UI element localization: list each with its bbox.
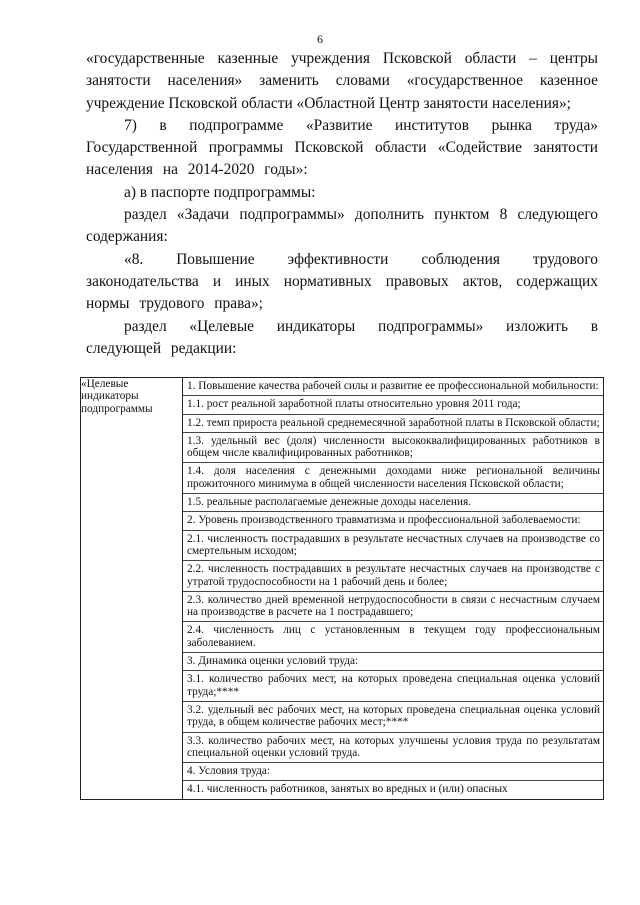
indicator-item: 1.4. доля населения с денежными доходами ниже региональной величины прожиточного минимума в общей численности населения Псковской области; bbox=[183, 463, 603, 494]
document-body bbox=[86, 48, 598, 360]
indicator-item: 1.3. удельный вес (доля) численности высококвалифицированных работников в общем числе квалифицированных работников; bbox=[183, 433, 603, 464]
indicators-content-cell bbox=[183, 378, 604, 800]
indicator-item: 1.5. реальные располагаемые денежные доходы населения. bbox=[183, 494, 603, 512]
table-row bbox=[81, 378, 604, 800]
indicator-item: 3. Динамика оценки условий труда: bbox=[183, 653, 603, 671]
indicator-item: 4. Условия труда: bbox=[183, 763, 603, 781]
indicators-label-cell: «Целевые индикаторы подпрограммы bbox=[81, 378, 183, 800]
paragraph-item-8: «8. Повышение эффективности соблюдения трудового законодательства и иных нормативных правовых актов, содержащих нормы трудового права»; bbox=[86, 250, 598, 313]
paragraph-passport: а) в паспорте подпрограммы: bbox=[124, 183, 316, 201]
indicator-item: 3.1. количество рабочих мест, на которых проведена специальная оценка условий труда;**** bbox=[183, 671, 603, 702]
paragraph-replacement-text: «государственные казенные учреждения Псковской области – центры занятости населения» заменить словами «государственное казенное учреждение Псковской области «Областной Центр занятости населения»; bbox=[86, 50, 598, 112]
indicator-item: 2.1. численность пострадавших в результате несчастных случаев на производстве со смертельным исходом; bbox=[183, 531, 603, 562]
indicators-table bbox=[80, 377, 604, 800]
page-number: 6 bbox=[317, 32, 323, 46]
paragraph-indicators-section: раздел «Целевые индикаторы подпрограммы» изложить в следующей редакции: bbox=[86, 317, 598, 357]
indicator-item: 3.2. удельный вес рабочих мест, на которых проведена специальная оценка условий труда, в общем количестве рабочих мест;**** bbox=[183, 702, 603, 733]
indicator-item: 1.2. темп прироста реальной среднемесячной заработной платы в Псковской области; bbox=[183, 415, 603, 433]
paragraph-tasks-section: раздел «Задачи подпрограммы» дополнить пунктом 8 следующего содержания: bbox=[86, 206, 598, 246]
indicator-item: 2.3. количество дней временной нетрудоспособности в связи с несчастным случаем на производстве в расчете на 1 пострадавшего; bbox=[183, 592, 603, 623]
indicator-item: 2. Уровень производственного травматизма и профессиональной заболеваемости: bbox=[183, 512, 603, 530]
indicator-item: 1.1. рост реальной заработной платы относительно уровня 2011 года; bbox=[183, 396, 603, 414]
paragraph-subprogram-7: 7) в подпрограмме «Развитие институтов рынка труда» Государственной программы Псковской области «Содействие занятости населения на 2014-2020 годы»: bbox=[86, 116, 598, 179]
indicator-item: 2.4. численность лиц с установленным в текущем году профессиональным заболеванием. bbox=[183, 622, 603, 653]
indicator-item: 3.3. количество рабочих мест, на которых улучшены условия труда по результатам специальной оценки условий труда. bbox=[183, 733, 603, 764]
indicator-item: 2.2. численность пострадавших в результате несчастных случаев на производстве с утратой трудоспособности на 1 рабочий день и более; bbox=[183, 561, 603, 592]
indicator-item: 4.1. численность работников, занятых во вредных и (или) опасных bbox=[187, 783, 508, 796]
indicator-item: 1. Повышение качества рабочей силы и развитие ее профессиональной мобильности: bbox=[183, 378, 603, 396]
